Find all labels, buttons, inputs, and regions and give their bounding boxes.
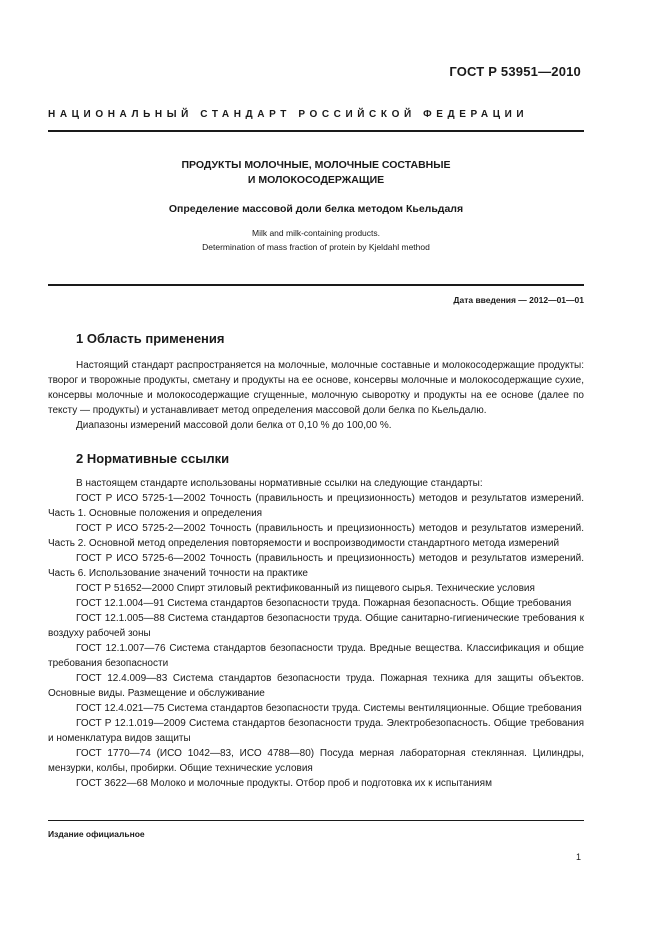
section-1-heading: 1 Область применения — [76, 331, 225, 346]
reference-item: ГОСТ 12.4.021—75 Система стандартов безопасности труда. Системы вентиляционные. Общие требования — [76, 703, 582, 714]
reference-item: ГОСТ 1770—74 (ИСО 1042—83, ИСО 4788—80) Посуда мерная лабораторная стеклянная. Цилиндры, мензурки, колбы, пробирки. Общие технические условия — [48, 748, 584, 774]
national-standard-banner: НАЦИОНАЛЬНЫЙ СТАНДАРТ РОССИЙСКОЙ ФЕДЕРАЦИИ — [48, 109, 529, 120]
paragraph: В настоящем стандарте использованы нормативные ссылки на следующие стандарты: — [76, 478, 483, 489]
reference-item: ГОСТ 3622—68 Молоко и молочные продукты. Отбор проб и подготовка их к испытаниям — [76, 778, 492, 789]
section-2-body — [48, 476, 584, 791]
reference-item: ГОСТ Р ИСО 5725-2—2002 Точность (правильность и прецизионность) методов и результатов измерений. Часть 2. Основной метод определения повторяемости и воспроизводимости стандартного метода измерений — [48, 523, 584, 549]
top-rule — [48, 130, 584, 132]
reference-item: ГОСТ 12.1.007—76 Система стандартов безопасности труда. Вредные вещества. Классификация и общие требования безопасности — [48, 643, 584, 669]
footer-rule — [48, 820, 584, 821]
page-number: 1 — [575, 852, 581, 862]
reference-item: ГОСТ Р 51652—2000 Спирт этиловый ректификованный из пищевого сырья. Технические условия — [76, 583, 535, 594]
paragraph: Настоящий стандарт распространяется на молочные, молочные составные и молокосодержащие продукты: творог и творожные продукты, сметану и продукты на ее основе, консервы молочные и молокосодержащие сухие, консервы молочные и молокосодержащие сгущенные, молочную сыворотку и продукты на ее основе (далее по тексту — продукты) и устанавливает метод определения массовой доли белка по Кьельдалю. — [48, 360, 584, 416]
middle-rule — [48, 284, 584, 286]
english-title — [48, 226, 584, 254]
reference-item: ГОСТ Р ИСО 5725-1—2002 Точность (правильность и прецизионность) методов и результатов измерений. Часть 1. Основные положения и определения — [48, 493, 584, 519]
reference-item: ГОСТ 12.1.004—91 Система стандартов безопасности труда. Пожарная безопасность. Общие требования — [76, 598, 572, 609]
document-subtitle: Определение массовой доли белка методом Кьельдаля — [168, 203, 464, 215]
title-line-1: ПРОДУКТЫ МОЛОЧНЫЕ, МОЛОЧНЫЕ СОСТАВНЫЕ — [181, 159, 451, 171]
reference-item: ГОСТ Р 12.1.019—2009 Система стандартов безопасности труда. Электробезопасность. Общие требования и номенклатура видов защиты — [48, 718, 584, 744]
english-title-line-2: Determination of mass fraction of protein by Kjeldahl method — [202, 242, 430, 252]
section-1-body — [48, 358, 584, 433]
english-title-line-1: Milk and milk-containing products. — [251, 228, 381, 238]
title-line-2: И МОЛОКОСОДЕРЖАЩИЕ — [247, 174, 385, 186]
reference-item: ГОСТ 12.4.009—83 Система стандартов безопасности труда. Пожарная техника для защиты объектов. Основные виды. Размещение и обслуживание — [48, 673, 584, 699]
introduction-date: Дата введения — 2012—01—01 — [453, 295, 584, 305]
reference-item: ГОСТ Р ИСО 5725-6—2002 Точность (правильность и прецизионность) методов и результатов измерений. Часть 6. Использование значений точности на практике — [48, 553, 584, 579]
document-title — [48, 158, 584, 188]
gost-number: ГОСТ Р 53951—2010 — [449, 64, 581, 79]
reference-item: ГОСТ 12.1.005—88 Система стандартов безопасности труда. Общие санитарно-гигиенические требования к воздуху рабочей зоны — [48, 613, 584, 639]
paragraph: Диапазоны измерений массовой доли белка от 0,10 % до 100,00 %. — [76, 420, 392, 431]
edition-note: Издание официальное — [48, 829, 145, 839]
section-2-heading: 2 Нормативные ссылки — [76, 451, 230, 466]
